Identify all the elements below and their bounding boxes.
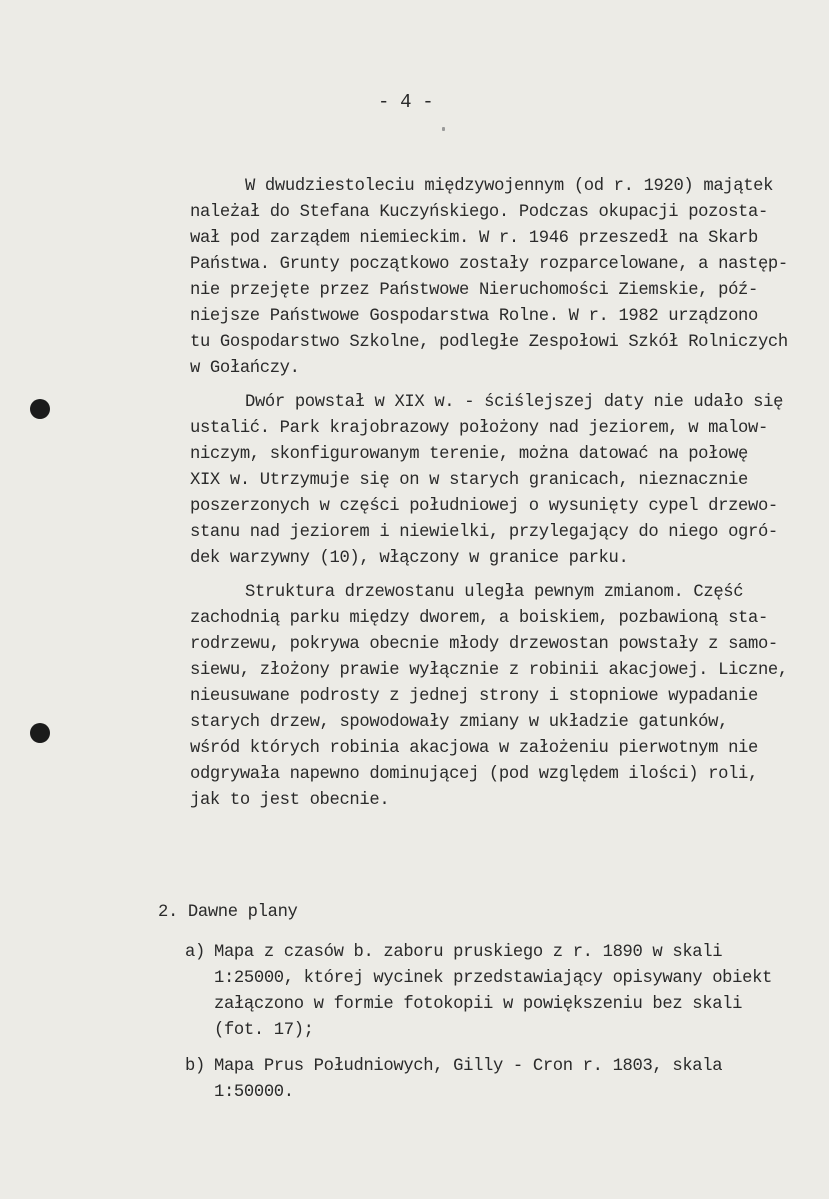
- paragraph-2-line-1: Dwór powstał w XIX w. - ściślejszej daty nie udało się: [245, 393, 784, 412]
- section-heading: 2. Dawne plany: [158, 903, 298, 922]
- paragraph-1-line-5: nie przejęte przez Państwowe Nieruchomości Ziemskie, póź-: [190, 281, 758, 300]
- paragraph-2-line-4: XIX w. Utrzymuje się on w starych granicach, nieznacznie: [190, 471, 748, 490]
- paragraph-1-line-3: wał pod zarządem niemieckim. W r. 1946 przeszedł na Skarb: [190, 229, 758, 248]
- paragraph-1-line-8: w Gołańczy.: [190, 359, 300, 378]
- paragraph-2-line-5: poszerzonych w części południowej o wysunięty cypel drzewo-: [190, 497, 778, 516]
- item-a-line-3: załączono w formie fotokopii w powiększeniu bez skali: [214, 995, 743, 1014]
- paper-speck: [442, 127, 445, 131]
- paragraph-2-line-6: stanu nad jeziorem i niewielki, przylegający do niego ogró-: [190, 523, 778, 542]
- punch-hole-bottom: [30, 723, 50, 743]
- paragraph-1-line-6: niejsze Państwowe Gospodarstwa Rolne. W r. 1982 urządzono: [190, 307, 758, 326]
- punch-hole-top: [30, 399, 50, 419]
- paragraph-3-line-1: Struktura drzewostanu uległa pewnym zmianom. Część: [245, 583, 744, 602]
- paragraph-1-line-4: Państwa. Grunty początkowo zostały rozparcelowane, a następ-: [190, 255, 788, 274]
- paragraph-2-line-7: dek warzywny (10), włączony w granice parku.: [190, 549, 629, 568]
- item-a-line-4: (fot. 17);: [214, 1021, 314, 1040]
- paragraph-2-line-3: niczym, skonfigurowanym terenie, można datować na połowę: [190, 445, 748, 464]
- item-b-line-2: 1:50000.: [214, 1083, 294, 1102]
- paragraph-1-line-1: W dwudziestoleciu międzywojennym (od r. 1920) majątek: [245, 177, 774, 196]
- paragraph-3-line-2: zachodnią parku między dworem, a boiskiem, pozbawioną sta-: [190, 609, 768, 628]
- item-a-line-2: 1:25000, której wycinek przedstawiający opisywany obiekt: [214, 969, 772, 988]
- paragraph-3-line-9: jak to jest obecnie.: [190, 791, 390, 810]
- item-b-marker: b): [185, 1057, 205, 1076]
- paragraph-2-line-2: ustalić. Park krajobrazowy położony nad jeziorem, w malow-: [190, 419, 768, 438]
- page-number: - 4 -: [378, 91, 434, 113]
- paragraph-1-line-7: tu Gospodarstwo Szkolne, podległe Zespołowi Szkół Rolniczych: [190, 333, 788, 352]
- paragraph-3-line-4: siewu, złożony prawie wyłącznie z robinii akacjowej. Liczne,: [190, 661, 788, 680]
- item-a-marker: a): [185, 943, 205, 962]
- paragraph-3-line-6: starych drzew, spowodowały zmiany w układzie gatunków,: [190, 713, 729, 732]
- paragraph-3-line-7: wśród których robinia akacjowa w założeniu pierwotnym nie: [190, 739, 758, 758]
- paragraph-3-line-5: nieusuwane podrosty z jednej strony i stopniowe wypadanie: [190, 687, 758, 706]
- item-a-line-1: Mapa z czasów b. zaboru pruskiego z r. 1890 w skali: [214, 943, 723, 962]
- paragraph-3-line-8: odgrywała napewno dominującej (pod względem ilości) roli,: [190, 765, 758, 784]
- paragraph-1-line-2: należał do Stefana Kuczyńskiego. Podczas okupacji pozosta-: [190, 203, 768, 222]
- paragraph-3-line-3: rodrzewu, pokrywa obecnie młody drzewostan powstały z samo-: [190, 635, 778, 654]
- item-b-line-1: Mapa Prus Południowych, Gilly - Cron r. 1803, skala: [214, 1057, 723, 1076]
